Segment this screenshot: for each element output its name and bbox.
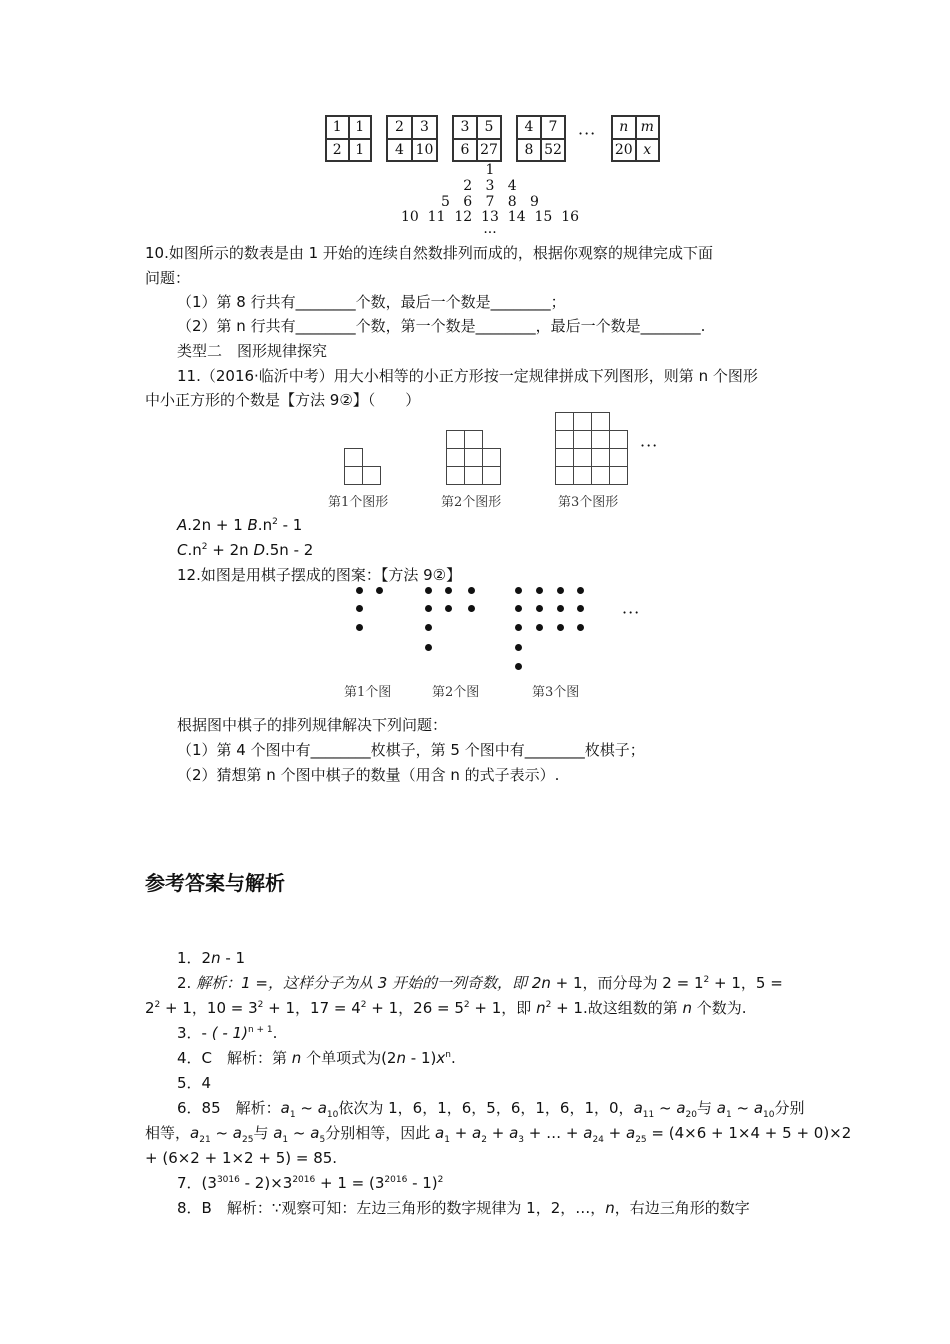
small-square xyxy=(555,412,574,431)
small-square xyxy=(344,448,363,467)
number-table xyxy=(516,115,566,162)
text-line xyxy=(177,316,705,336)
text-segment: 与 xyxy=(253,1124,274,1142)
chess-piece-dot xyxy=(425,587,432,594)
text-segment: （1）第 4 个图中有________枚棋子，第 5 个图中有________枚棋子； xyxy=(177,741,645,759)
small-square xyxy=(464,448,483,467)
small-square xyxy=(446,448,465,467)
chess-piece-dot xyxy=(356,605,363,612)
chess-piece-dot xyxy=(515,587,522,594)
figure-caption: 第3个图形 xyxy=(558,495,619,510)
text-segment: - 2)×3 xyxy=(239,1174,293,1192)
figure-caption: 第1个图 xyxy=(344,685,392,700)
text-segment: n xyxy=(682,999,693,1017)
chess-piece-dot xyxy=(536,587,543,594)
text-segment: + 1，26 = 5 xyxy=(366,999,464,1017)
text-segment: + 1，即 xyxy=(469,999,537,1017)
table-cell: n xyxy=(612,116,636,139)
table-cell: 7 xyxy=(541,116,565,139)
text-segment: 依次为 1，6，1，6，5，6，1，6，1，0， xyxy=(338,1099,634,1117)
text-line xyxy=(177,565,461,585)
text-segment: 10.如图所示的数表是由 1 开始的连续自然数排列而成的，根据你观察的规律完成下面 xyxy=(145,244,713,262)
text-segment: a xyxy=(310,1124,320,1142)
text-line xyxy=(177,948,245,968)
text-segment: ~ xyxy=(731,1099,754,1117)
text-segment: （2）第 n 行共有________个数，第一个数是________，最后一个数是________. xyxy=(177,317,706,335)
small-square xyxy=(555,466,574,485)
text-segment: a xyxy=(626,1124,636,1142)
small-square xyxy=(591,430,610,449)
text-segment: 个数为. xyxy=(692,999,747,1017)
text-line xyxy=(177,292,566,312)
text-segment: 11 xyxy=(642,1110,655,1120)
text-segment: 问题： xyxy=(145,269,191,287)
chess-piece-dot xyxy=(557,624,564,631)
text-segment: + 1 = (3 xyxy=(315,1174,385,1192)
table-cell: 1 xyxy=(326,116,349,139)
text-segment: a xyxy=(676,1099,686,1117)
text-segment: D xyxy=(253,541,265,559)
text-segment: 2. xyxy=(177,974,197,992)
small-square xyxy=(482,448,501,467)
text-segment: 2 xyxy=(360,1000,367,1010)
text-segment: + 1，10 = 3 xyxy=(160,999,258,1017)
small-square xyxy=(609,430,628,449)
triangle-row: ··· xyxy=(483,225,497,242)
chess-piece-dot xyxy=(557,587,564,594)
text-segment: 7．(3 xyxy=(177,1174,217,1192)
text-segment: + (6×2 + 1×2 + 5) = 85. xyxy=(145,1149,338,1167)
text-segment: C xyxy=(177,541,188,559)
text-segment: 2 xyxy=(257,1000,264,1010)
triangle-row: 1 xyxy=(485,162,495,178)
figure-caption: 第3个图 xyxy=(532,685,580,700)
text-segment: x xyxy=(436,1049,446,1067)
text-line xyxy=(145,1148,337,1168)
small-square xyxy=(573,448,592,467)
table-cell: 5 xyxy=(477,116,501,139)
table-cell: 27 xyxy=(477,139,501,162)
table-cell: m xyxy=(636,116,660,139)
text-segment: 相等， xyxy=(145,1124,191,1142)
text-segment: 3．- xyxy=(177,1024,212,1042)
text-segment: 2 xyxy=(201,542,208,552)
text-segment: 2 xyxy=(437,1175,444,1185)
text-line xyxy=(177,715,447,735)
ellipsis: ··· xyxy=(622,603,641,622)
text-segment: 12.如图是用棋子摆成的图案：【方法 9②】 xyxy=(177,566,462,584)
text-segment: + 1，而分母为 2 = 1 xyxy=(550,974,704,992)
chess-piece-dot xyxy=(376,587,383,594)
text-segment: + … + xyxy=(524,1124,584,1142)
text-segment: 6．85 解析： xyxy=(177,1099,281,1117)
table-cell: 3 xyxy=(412,116,437,139)
table-cell: 2 xyxy=(387,116,412,139)
text-segment: n xyxy=(541,974,551,992)
text-segment: n xyxy=(211,949,221,967)
text-segment: ( - 1) xyxy=(211,1024,248,1042)
number-table xyxy=(386,115,438,162)
text-line xyxy=(145,390,420,410)
small-square xyxy=(573,430,592,449)
small-square xyxy=(609,466,628,485)
figure-caption: 第1个图形 xyxy=(328,495,389,510)
text-segment: 20 xyxy=(685,1110,697,1120)
text-segment: + 1，5 = xyxy=(709,974,783,992)
table-cell: 4 xyxy=(517,116,541,139)
chess-piece-dot xyxy=(445,605,452,612)
chess-piece-dot xyxy=(425,624,432,631)
text-segment: 1．2 xyxy=(177,949,212,967)
text-segment: ，右边三角形的数字 xyxy=(614,1199,750,1217)
text-line xyxy=(145,243,713,263)
text-segment: n xyxy=(291,1049,302,1067)
chess-piece-dot xyxy=(536,624,543,631)
text-segment: 2 xyxy=(481,1135,487,1145)
text-segment: = (4×6 + 1×4 + 5 + 0)×2 xyxy=(646,1124,852,1142)
text-segment: A xyxy=(177,516,188,534)
text-segment: + xyxy=(449,1124,473,1142)
chess-piece-dot xyxy=(425,605,432,612)
text-segment: ~ xyxy=(295,1099,318,1117)
chess-piece-dot xyxy=(557,605,564,612)
chess-piece-dot xyxy=(468,587,475,594)
text-segment: 1 xyxy=(444,1135,450,1145)
small-square xyxy=(446,430,465,449)
chess-piece-dot xyxy=(577,624,584,631)
text-segment: 2016 xyxy=(292,1175,316,1185)
triangle-row: 10 11 12 13 14 15 16 xyxy=(400,209,580,226)
text-segment: 2 xyxy=(703,975,710,985)
small-square xyxy=(591,412,610,431)
text-line xyxy=(177,1023,277,1043)
text-segment: 个单项式为(2 xyxy=(301,1049,397,1067)
text-segment: 2 xyxy=(545,1000,552,1010)
text-segment: 根据图中棋子的排列规律解决下列问题： xyxy=(177,716,448,734)
table-cell: 3 xyxy=(453,116,477,139)
text-segment: + 1，17 = 4 xyxy=(263,999,361,1017)
text-segment: 4．C 解析：第 xyxy=(177,1049,292,1067)
small-square xyxy=(591,466,610,485)
table-cell: 4 xyxy=(387,139,412,162)
table-cell: 52 xyxy=(541,139,565,162)
ellipsis: ··· xyxy=(578,124,597,143)
text-segment: - 1) xyxy=(407,1174,438,1192)
text-segment: 10 xyxy=(763,1110,775,1120)
text-segment: + 1.故这组数的第 xyxy=(551,999,683,1017)
figure-caption: 第2个图形 xyxy=(441,495,502,510)
text-segment: 3 xyxy=(518,1135,525,1145)
text-segment: a xyxy=(583,1124,593,1142)
table-cell: 1 xyxy=(349,116,372,139)
text-segment: ~ xyxy=(654,1099,677,1117)
text-segment: - 1 xyxy=(220,949,246,967)
text-segment: 1 xyxy=(289,1110,296,1120)
text-segment: n xyxy=(605,1199,615,1217)
ellipsis: ··· xyxy=(640,436,659,455)
text-segment: a xyxy=(633,1099,643,1117)
text-line xyxy=(177,1173,443,1193)
text-segment: + xyxy=(486,1124,510,1142)
text-segment: - 1 xyxy=(277,516,303,534)
number-table xyxy=(611,115,660,162)
text-segment: 21 xyxy=(199,1135,211,1145)
chess-piece-dot xyxy=(515,663,522,670)
text-segment: 8．B 解析：∵观察可知：左边三角形的数字规律为 1，2，…， xyxy=(177,1199,606,1217)
text-segment: 2 xyxy=(272,517,278,527)
text-segment: 1 xyxy=(282,1135,289,1145)
small-square xyxy=(609,448,628,467)
text-line xyxy=(177,341,327,361)
text-line xyxy=(177,973,783,993)
text-segment: ~ xyxy=(210,1124,233,1142)
text-segment: 5．4 xyxy=(177,1074,212,1092)
small-square xyxy=(446,466,465,485)
text-segment: 2016 xyxy=(384,1175,408,1185)
small-square xyxy=(573,466,592,485)
text-segment: . xyxy=(450,1049,456,1067)
text-segment: 24 xyxy=(592,1135,604,1145)
text-segment: （2）猜想第 n 个图中棋子的数量（用含 n 的式子表示）. xyxy=(177,766,560,784)
text-segment: （1）第 8 行共有________个数，最后一个数是________； xyxy=(177,293,566,311)
text-segment: a xyxy=(190,1124,200,1142)
text-segment: .2n + 1 xyxy=(187,516,248,534)
text-segment: 11.（2016·临沂中考）用大小相等的小正方形按一定规律拼成下列图形，则第 n 个图形 xyxy=(177,367,758,385)
text-segment: 1 xyxy=(725,1110,732,1120)
chess-piece-dot xyxy=(515,644,522,651)
chess-piece-dot xyxy=(356,624,363,631)
text-line xyxy=(177,1048,456,1068)
small-square xyxy=(344,466,363,485)
figure-caption: 第2个图 xyxy=(432,685,480,700)
text-line xyxy=(177,515,302,535)
text-segment: a xyxy=(509,1124,519,1142)
text-segment: + xyxy=(603,1124,626,1142)
chess-piece-dot xyxy=(536,605,543,612)
table-cell: 2 xyxy=(326,139,349,162)
small-square xyxy=(464,466,483,485)
text-segment: 3016 xyxy=(216,1175,240,1185)
text-segment: 25 xyxy=(635,1135,647,1145)
table-cell: 20 xyxy=(612,139,636,162)
text-segment: 解析：1 =，这样分子为从 3 开始的一列奇数，即 2 xyxy=(196,974,542,992)
text-segment: .n xyxy=(187,541,202,559)
text-line xyxy=(177,1198,750,1218)
text-segment: 10 xyxy=(326,1110,339,1120)
text-segment: a xyxy=(232,1124,242,1142)
text-line xyxy=(177,366,758,386)
text-segment: .n xyxy=(257,516,273,534)
text-line xyxy=(177,765,559,785)
text-segment: a xyxy=(434,1124,445,1142)
text-segment: n xyxy=(536,999,546,1017)
text-segment: a xyxy=(472,1124,482,1142)
small-square xyxy=(362,466,381,485)
text-segment: 2 xyxy=(154,1000,161,1010)
text-line xyxy=(177,1073,211,1093)
chess-piece-dot xyxy=(515,624,522,631)
table-cell: x xyxy=(636,139,660,162)
text-line xyxy=(177,1098,804,1118)
text-segment: 5 xyxy=(319,1135,326,1145)
answers-section-title: 参考答案与解析 xyxy=(145,871,285,895)
small-square xyxy=(573,412,592,431)
text-line xyxy=(145,268,190,288)
text-segment: a xyxy=(280,1099,290,1117)
text-segment: 与 xyxy=(696,1099,717,1117)
text-segment: B xyxy=(247,516,258,534)
text-segment: 2 xyxy=(145,999,155,1017)
text-segment: n + 1 xyxy=(247,1025,273,1035)
text-line xyxy=(145,1123,851,1143)
text-segment: 25 xyxy=(241,1135,254,1145)
text-segment: + 2n xyxy=(207,541,254,559)
small-square xyxy=(555,448,574,467)
number-table xyxy=(325,115,372,162)
text-line xyxy=(177,740,645,760)
text-segment: 2 xyxy=(463,1000,470,1010)
text-segment: .5n - 2 xyxy=(265,541,314,559)
chess-piece-dot xyxy=(577,587,584,594)
chess-piece-dot xyxy=(445,587,452,594)
text-segment: 分别 xyxy=(774,1099,805,1117)
text-segment: a xyxy=(273,1124,283,1142)
text-segment: 中小正方形的个数是【方法 9②】（ ） xyxy=(145,391,421,409)
small-square xyxy=(482,466,501,485)
small-square xyxy=(555,430,574,449)
text-line xyxy=(177,540,313,560)
small-square xyxy=(591,448,610,467)
small-square xyxy=(464,430,483,449)
text-segment: a xyxy=(716,1099,726,1117)
text-segment: 分别相等，因此 xyxy=(325,1124,435,1142)
table-cell: 8 xyxy=(517,139,541,162)
text-segment: 类型二 图形规律探究 xyxy=(177,342,328,360)
text-segment: a xyxy=(317,1099,327,1117)
table-cell: 6 xyxy=(453,139,477,162)
table-cell: 1 xyxy=(349,139,372,162)
triangle-row: 2 3 4 xyxy=(463,177,517,194)
chess-piece-dot xyxy=(356,587,363,594)
chess-piece-dot xyxy=(468,605,475,612)
table-cell: 10 xyxy=(412,139,437,162)
chess-piece-dot xyxy=(577,605,584,612)
text-segment: . xyxy=(272,1024,278,1042)
text-line xyxy=(145,998,747,1018)
triangle-row: 5 6 7 8 9 xyxy=(441,193,539,210)
text-segment: - 1) xyxy=(406,1049,437,1067)
text-segment: n xyxy=(396,1049,406,1067)
number-table xyxy=(452,115,502,162)
chess-piece-dot xyxy=(515,605,522,612)
text-segment: a xyxy=(753,1099,764,1117)
text-segment: ~ xyxy=(288,1124,311,1142)
text-segment: n xyxy=(445,1050,451,1060)
chess-piece-dot xyxy=(425,644,432,651)
